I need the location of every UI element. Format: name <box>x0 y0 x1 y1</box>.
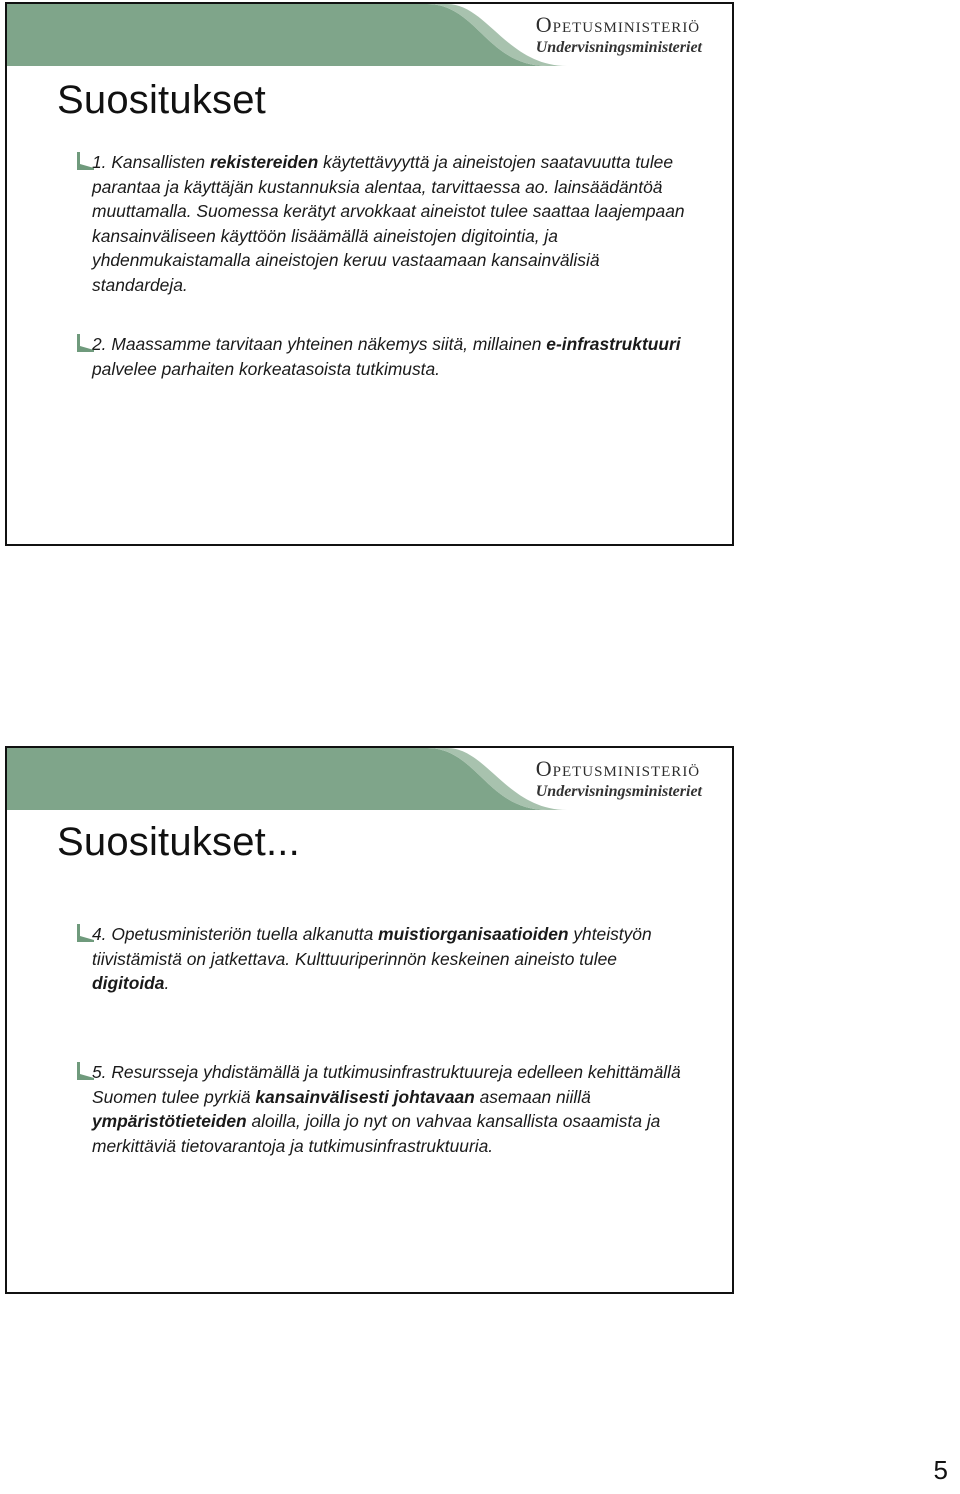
text-segment-bold: digitoida <box>92 973 165 993</box>
logo-line-2: Undervisningsministeriet <box>535 783 702 800</box>
green-corner-bullet-icon <box>74 1060 96 1082</box>
text-segment-bold: muistiorganisaatioiden <box>378 924 569 944</box>
slide-2 <box>5 746 734 1294</box>
bullet-text <box>92 334 681 379</box>
bullet-text <box>92 924 652 993</box>
logo-line-1: Opetusministeriö <box>535 12 701 37</box>
ministry-logo <box>536 12 702 58</box>
bullet-2 <box>92 332 692 381</box>
text-segment: 5. Resursseja yhdistämällä ja tutkimusinfrastruktuureja edelleen kehittämällä Suomen tulee pyrkiä <box>92 1062 681 1107</box>
text-segment: aloilla, joilla jo nyt on vahvaa kansallista osaamista ja merkittäviä tietovarantoja ja tutkimusinfrastruktuuria. <box>92 1111 661 1156</box>
text-segment-bold: kansainvälisesti johtavaan <box>255 1086 475 1107</box>
text-segment: . <box>164 973 170 993</box>
bullet-1 <box>92 150 692 297</box>
text-segment: 1. Kansallisten <box>92 152 210 172</box>
text-segment-bold: ympäristötieteiden <box>92 1111 247 1131</box>
text-segment-bold: e-infrastruktuuri <box>546 334 681 354</box>
logo-line-2: Undervisningsministeriet <box>535 39 702 56</box>
text-segment: käytettävyyttä ja aineistojen saatavuutta tulee parantaa ja käyttäjän kustannuksia alentaa, tarvittaessa ao. lainsäädäntöä muuttamalla. Suomessa kerätyt arvokkaat aineistot tulee saattaa laajempaan kansainväliseen käyttöön lisäämällä aineistojen digitointia, ja yhdenmukaistamalla aineistojen keruu vastaamaan kansainvälisiä standardeja. <box>92 152 685 295</box>
green-corner-bullet-icon <box>74 332 96 354</box>
ministry-logo <box>536 756 702 802</box>
page-number: 5 <box>933 1455 948 1485</box>
header-band <box>7 4 732 66</box>
slide-title: Suositukset... <box>57 820 300 864</box>
text-segment: yhteistyön tiivistämistä on jatkettava. Kulttuuriperinnön keskeinen aineisto tulee <box>92 924 652 969</box>
text-segment: 4. Opetusministeriön tuella alkanutta <box>92 924 379 944</box>
green-corner-bullet-icon <box>74 922 96 944</box>
slide-title: Suositukset <box>57 78 266 122</box>
text-segment: 2. Maassamme tarvitaan yhteinen näkemys siitä, millainen <box>92 334 547 354</box>
logo-line-1: Opetusministeriö <box>535 756 701 781</box>
text-segment: asemaan niillä <box>474 1086 591 1107</box>
green-corner-bullet-icon <box>74 150 96 172</box>
bullet-text <box>92 1062 681 1156</box>
slide-1 <box>5 2 734 546</box>
text-segment: palvelee parhaiten korkeatasoista tutkimusta. <box>92 358 441 379</box>
text-segment-bold: rekistereiden <box>209 152 319 172</box>
bullet-text <box>92 152 685 295</box>
header-band <box>7 748 732 810</box>
bullet-5 <box>92 1060 692 1158</box>
bullet-4 <box>92 922 692 996</box>
